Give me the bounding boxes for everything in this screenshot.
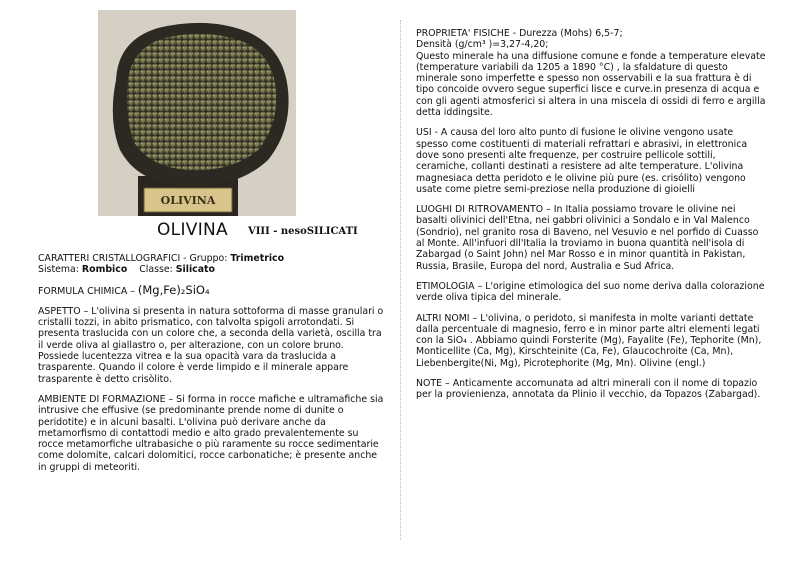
section-usi: USI - A causa del loro alto punto di fusione le olivine vengono usate spesso come costituenti di materiali refrattari e abrasivi, in elettronica dove sono presenti alte frequenze, per costruire pellicole sottili, ceramiche, collanti destinati a resistere ad alte temperature. L'olivina magnesiaca detta peridoto e le olivine più pure (es. crisólito) vengono usate come pietre semi-preziose nella produzione di gioielli (416, 127, 748, 195)
section-aspetto: ASPETTO – L'olivina si presenta in natura sottoforma di masse granulari o cristalli tozzi, in abito prismatico, con talvolta spigoli arrotondati. Si presenta traslucida con un colore che, a seconda della varietà, oscilla tra il verde oliva al giallastro o, per alterazione, con un colore bruno. Possiede lucentezza vitrea e la sua opacità vara da traslucida a trasparente. Quando il colore è verde limpido e il minerale appare trasparente è detto crisòlito. (38, 305, 384, 385)
section-luoghi-ritrovamento: LUOGHI DI RITROVAMENTO – In Italia possiamo trovare le olivine nei basalti olivinici dell'Etna, nei gabbri olivinici a Sondalo e in Val Malenco (Sondrio), nel granito rosa di Baveno, nel Vesuvio e nel porfido di Cuasso al Monte. All'infuori dll'Italia la troviamo in buona quantità nell'isola di Zabargad (o Saint John) nel Mar Rosso e in minor quantità in Pakistan, Russia, Brasile, Europa del nord, Australia e Sud Africa. (416, 204, 759, 272)
formula-value: (Mg,Fe)₂SiO₄ (137, 282, 210, 297)
right-column (416, 28, 766, 410)
chemical-formula: FORMULA CHIMICA – (Mg,Fe)₂SiO₄ (38, 282, 210, 297)
crystal-characteristics: CARATTERI CRISTALLOGRAFICI - Gruppo: Trimetrico Sistema: Rombico Classe: Silicato (38, 253, 285, 276)
crystal-class: Silicato (175, 264, 215, 276)
section-proprieta-fisiche: PROPRIETA' FISICHE - Durezza (Mohs) 6,5-7; Densità (g/cm³ )=3,27-4,20; Questo minerale ha una diffusione comune e fonde a temperature elevate (temperature variabili da 1205 a 1890 °C) , la sfaldature di questo minerale sono imperfette e spesso non osservabili e la sua frattura è di tipo concoide ovvero segue superfici lisce e curve.in presenza di acqua e con gli agenti atmosferici si altera in una miscela di ossidi di ferro e argilla detta iddingsite. (416, 28, 766, 119)
crystal-group: Trimetrico (230, 253, 285, 264)
label-plate-text: OLIVINA (160, 194, 216, 207)
section-ambiente-formazione: AMBIENTE DI FORMAZIONE – Si forma in rocce mafiche e ultramafiche sia intrusive che effusive (se predominante prende nome di dunite o peridotite) e in alcuni basalti. L'olivina può derivare anche da metamorfismo di contattodi medio e alto grado prevalentemente su rocce metamorfiche ultrabasiche o più raramente su rocce sedimentarie come dolomite, calcari dolomitici, rocce carbonatiche; è presente anche in gruppi di meteoriti. (38, 393, 384, 473)
section-etimologia: ETIMOLOGIA – L'origine etimologica del suo nome deriva dalla colorazione verde oliva tipica del minerale. (416, 280, 765, 304)
mineral-class-subtitle: VIII - nesoSILICATI (248, 226, 358, 237)
section-note: NOTE – Anticamente accomunata ad altri minerali con il nome di topazio per la provienienza, annotata da Plinio il vecchio, da Topazos (Zabargad). (416, 378, 761, 401)
rock-surface (127, 34, 276, 170)
mineral-title: OLIVINA (157, 220, 228, 240)
mineral-photo (98, 10, 296, 216)
section-altri-nomi: ALTRI NOMI – L'olivina, o peridoto, si manifesta in molte varianti dettate dalla percentuale di magnesio, ferro e in minor parte altri elementi legati con la SiO₄ . Abbiamo quindi Forsterite (Mg), Fayalite (Fe), Tephorite (Mn), Monticellite (Ca, Mg), Kirschteinite (Ca, Fe), Glaucochroite (Ca, Mn), Liebenbergite(Ni, Mg), Picrotephorite (Mg, Mn). Olivine (engl.) (416, 312, 762, 369)
olivine-specimen-image (98, 10, 296, 216)
crystal-system: Rombico (81, 264, 128, 276)
column-divider (400, 20, 401, 540)
left-column (38, 253, 386, 482)
